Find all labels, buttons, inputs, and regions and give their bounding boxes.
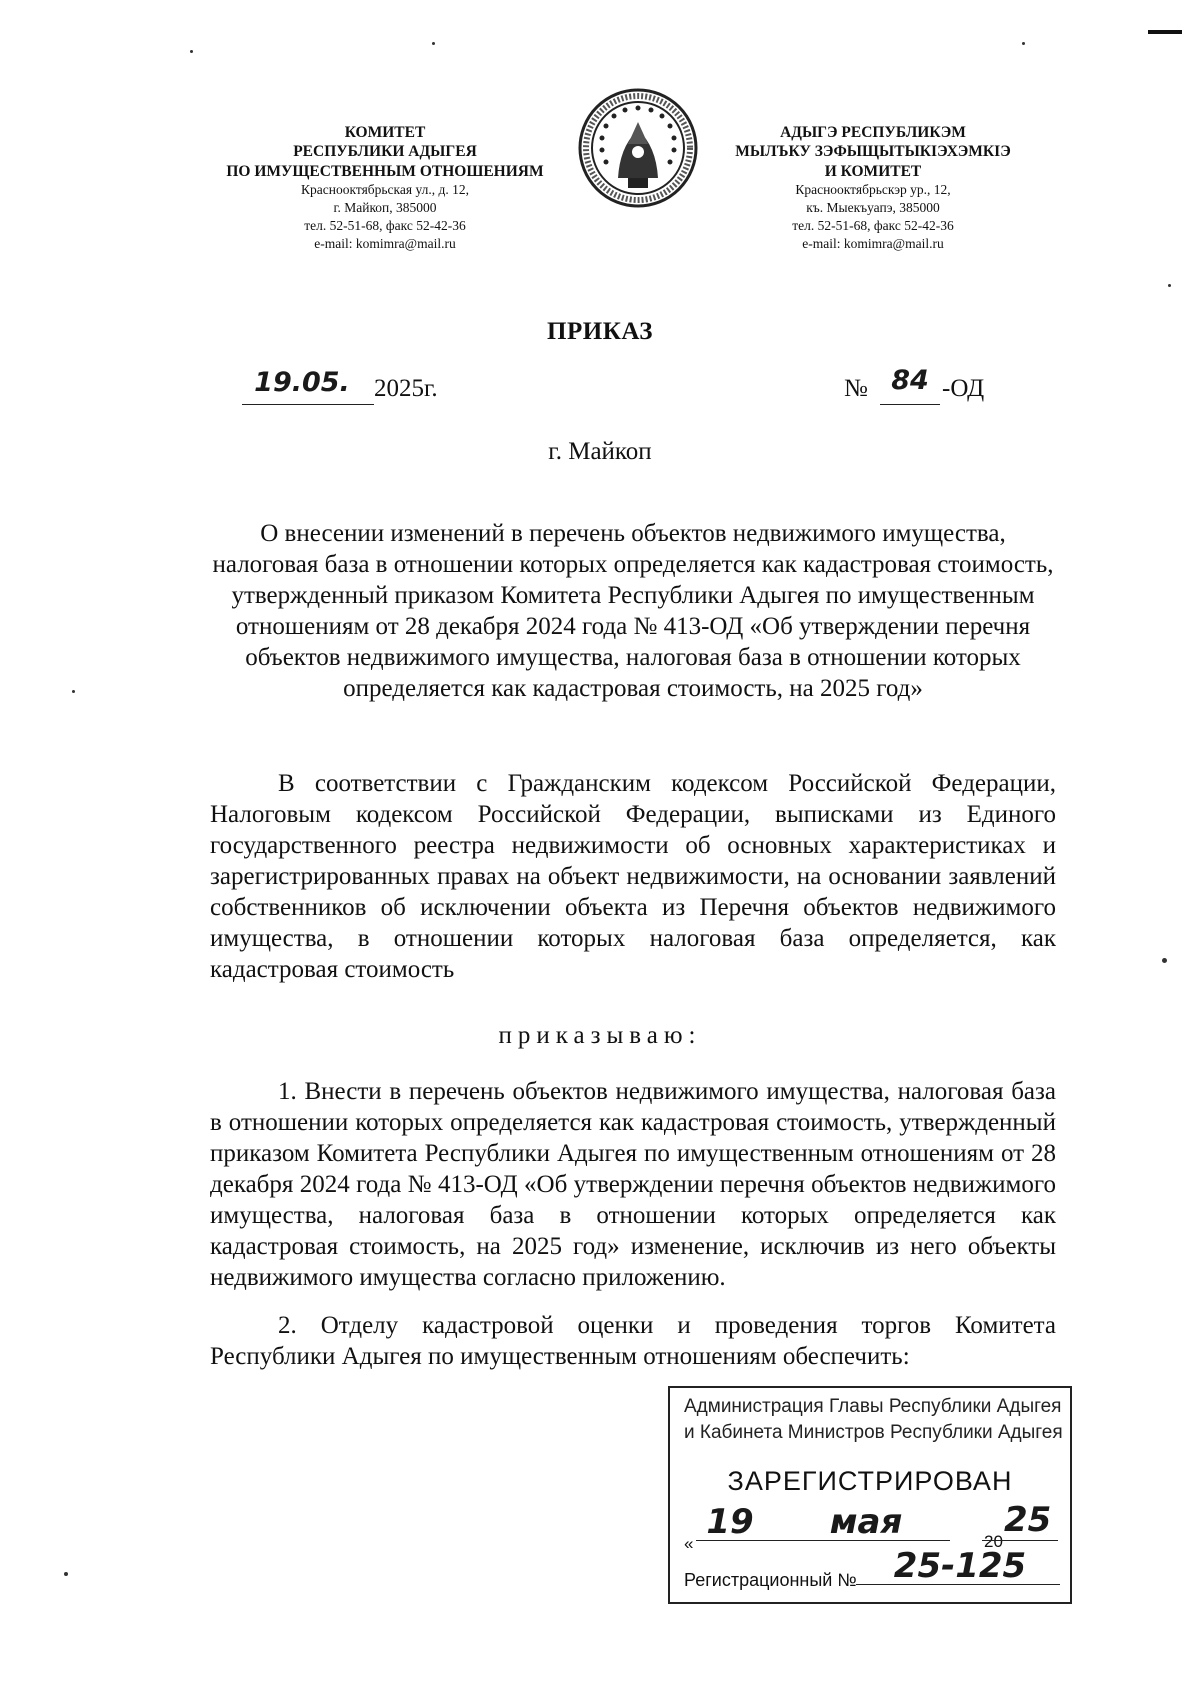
order-item-2: 2. Отделу кадастровой оценки и проведения торгов Комитета Республики Адыгея по имущественным отношениям обеспечить: (210, 1312, 1056, 1370)
header-right (708, 123, 1038, 253)
org-address: Краснооктябрьская ул., д. 12, (301, 182, 469, 198)
stamp-day-handwritten: 19 (706, 1502, 754, 1542)
org-address: Краснооктябрьскэр ур., 12, (795, 182, 951, 198)
org-name-line: КОМИТЕТ (344, 124, 426, 141)
stamp-month-handwritten: мая (829, 1502, 903, 1542)
org-address: г. Майкоп, 385000 (333, 200, 437, 216)
number-sign: № (844, 375, 868, 402)
org-name-line: АДЫГЭ РЕСПУБЛИКЭМ (780, 124, 966, 141)
org-name-line: РЕСПУБЛИКИ АДЫГЕЯ (293, 143, 477, 161)
stamp-quote-open: « (684, 1534, 694, 1553)
preamble-paragraph: В соответствии с Гражданским кодексом Российской Федерации, Налоговым кодексом Российской Федерации, выписками из Единого государственного реестра недвижимости об основных характеристиках и зарегистрированных правах на объект недвижимости, на основании заявлений собственников об исключении объекта из Перечня объектов недвижимого имущества, в отношении которых налоговая база определяется, как кадастровая стоимость (210, 770, 1056, 983)
scan-speck (1022, 42, 1025, 45)
date-handwritten: 19.05. (254, 367, 350, 398)
scan-artifact (1148, 30, 1182, 34)
stamp-registered-label: ЗАРЕГИСТРИРОВАН (727, 1466, 1013, 1496)
stamp-reg-number-underline (856, 1584, 1060, 1585)
org-email: e-mail: komimra@mail.ru (314, 235, 456, 251)
stamp-date-underline (696, 1540, 950, 1541)
city: г. Майкоп (548, 438, 652, 465)
scan-speck (1162, 958, 1167, 963)
org-name-line: И КОМИТЕТ (824, 162, 922, 180)
scan-speck (1168, 284, 1171, 287)
scan-speck (190, 50, 193, 53)
scan-speck (432, 42, 435, 45)
stamp-year-underline (982, 1540, 1058, 1541)
stamp-reg-number-label: Регистрационный № (684, 1570, 857, 1590)
registration-stamp (668, 1386, 1072, 1604)
org-address: къ. Мыекъуапэ, 385000 (806, 200, 940, 216)
stamp-authority-line: Администрация Главы Республики Адыгея (684, 1396, 1062, 1417)
stamp-reg-number-handwritten: 25-125 (893, 1546, 1027, 1586)
document-subject: О внесении изменений в перечень объектов недвижимого имущества, налоговая база в отношении которых определяется как кадастровая стоимость, утвержденный приказом Комитета Республики Адыгея по имущественным отношениям от 28 декабря 2024 года № 413-ОД «Об утверждении перечня объектов недвижимого имущества, налоговая база в отношении которых определяется как кадастровая стоимость, на 2025 год» (212, 520, 1054, 702)
date-underline (242, 404, 374, 405)
scan-speck (72, 690, 75, 693)
number-handwritten: 84 (891, 365, 929, 396)
order-word: приказываю: (498, 1022, 702, 1049)
org-name-line: ПО ИМУЩЕСТВЕННЫМ ОТНОШЕНИЯМ (226, 162, 544, 180)
number-suffix: -ОД (942, 375, 985, 402)
stamp-authority-line: и Кабинета Министров Республики Адыгея (684, 1422, 1063, 1443)
order-item-1: 1. Внести в перечень объектов недвижимого имущества, налоговая база в отношении которых определяется как кадастровая стоимость, утвержденный приказом Комитета Республики Адыгея по имущественным отношениям от 28 декабря 2024 года № 413-ОД «Об утверждении перечня объектов недвижимого имущества, налоговая база в отношении которых определяется как кадастровая стоимость, на 2025 год» изменение, исключив из него объекты недвижимого имущества согласно приложению. (210, 1078, 1056, 1291)
coat-of-arms-adygea-icon (576, 86, 700, 210)
scan-speck (64, 1572, 68, 1576)
org-phone: тел. 52-51-68, факс 52-42-36 (792, 218, 954, 234)
number-underline (880, 404, 940, 405)
org-phone: тел. 52-51-68, факс 52-42-36 (304, 218, 466, 234)
date-year: 2025г. (374, 375, 438, 402)
header-left (200, 123, 570, 253)
stamp-year-handwritten: 25 (1004, 1500, 1052, 1540)
org-name-line: МЫЛЪКУ ЗЭФЫЩЫТЫКIЭХЭМКIЭ (735, 143, 1011, 161)
stamp-year-prefix: 20 (984, 1532, 1003, 1551)
org-email: e-mail: komimra@mail.ru (802, 235, 944, 251)
document-title: ПРИКАЗ (547, 318, 653, 345)
